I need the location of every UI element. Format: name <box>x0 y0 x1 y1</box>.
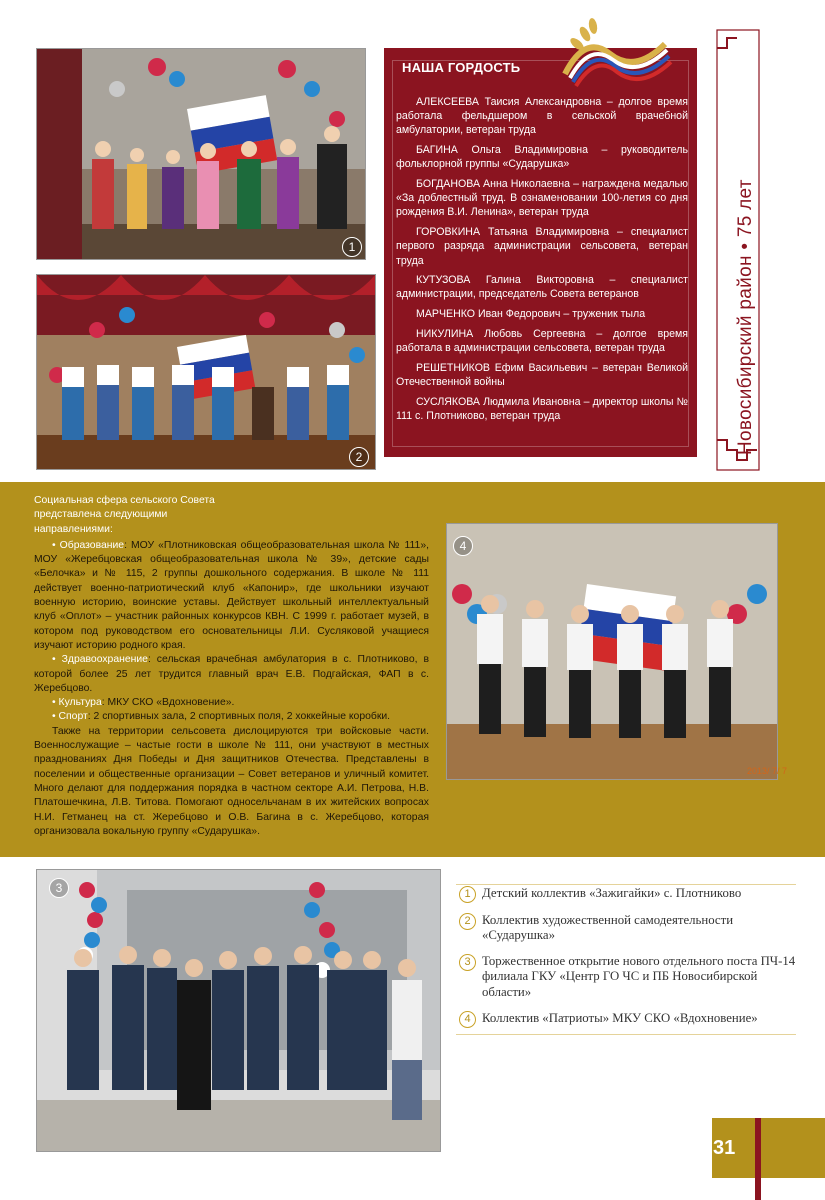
list-item: КУТУЗОВА Галина Викторовна – специалист администрации, председатель Совета ветеранов <box>396 274 688 301</box>
social-health: • Здравоохранение: сельская врачебная амбулатория в с. Плотниково, в которой более 25 лет трудится главный врач Е.В. Подгайская, ФАП в с. Жеребцово. <box>34 654 429 694</box>
social-lead: Социальная сфера сельского Совета представлена следующими направлениями: <box>34 495 215 535</box>
list-item: АЛЕКСЕЕВА Таисия Александровна – долгое время работала фельдшером в сельской врачебной амбулатории, ветеран труда <box>396 96 688 137</box>
social-paragraph: Также на территории сельсовета дислоцируются три войсковые части. Военнослужащие – частые гости в школе № 111, они участвуют в местных празднованиях Дня Победы и Дня защитников Отечества. Представлены в поселении и общественные организации – Совет ветеранов и уличный комитет. Много делают для поддержания порядка в частном секторе А.И. Петрова, Н.В. Платошечкина, Л.В. Титова. Помогают односельчанам в их житейских вопросах Н.И. Гетманец на ст. Жеребцово и О.В. Багина в с. Жеребцово, которая организовала вокальную группу «Сударушка». <box>34 725 429 837</box>
photo-number-badge: 3 <box>49 878 69 898</box>
caption-item: 4 Коллектив «Патриоты» МКУ СКО «Вдохновение» <box>456 1011 801 1027</box>
social-sport: • Спорт: 2 спортивных зала, 2 спортивных поля, 2 хоккейные коробки. <box>52 711 391 723</box>
photo-4-patriots <box>446 523 788 780</box>
photo-number-badge: 1 <box>342 237 362 257</box>
list-item: БАГИНА Ольга Владимировна – руководитель фольклорной группы «Сударушка» <box>396 144 688 171</box>
list-item: РЕШЕТНИКОВ Ефим Васильевич – ветеран Великой Отечественной войны <box>396 361 689 388</box>
list-item: НИКУЛИНА Любовь Сергеевна – долгое время работала в администрации сельсовета, ветеран труда <box>396 327 688 355</box>
side-title: Новосибирский район • 75 лет <box>735 179 756 455</box>
photo-number-badge: 2 <box>349 447 369 467</box>
social-education: • Образование: МОУ «Плотниковская общеобразовательная школа № 111», МОУ «Жеребцовская общеобразовательная школа № 39», детские сады «Белочка» и № 115, 2 группы дошкольного содержания. В школе № 111 действует военно-патриотический клуб «Капонир», где школьники изучают военную историю, воинские уставы. Действует школьный интеллектуальный клуб «Оплот» – участник районных конкурсов КВН. С 1999 г. работает музей, в котором под руководством его основательницы Л.И. Сусляковой учащиеся изучают историю родного края. <box>34 539 430 651</box>
list-item: БОГДАНОВА Анна Николаевна – награждена медалью «За доблестный труд. В ознаменовании 100-летия со дня рождения В.И. Ленина», ветеран труда <box>396 178 688 219</box>
caption-item: 2 Коллектив художественной самодеятельности «Сударушка» <box>456 913 801 944</box>
photo-captions <box>456 886 801 1035</box>
photo-date-stamp: 2013/ 7/ 7 <box>747 766 788 776</box>
pride-list <box>396 95 688 429</box>
photo-1-children-stage <box>36 48 366 260</box>
social-text <box>34 494 429 839</box>
list-item: СУСЛЯКОВА Людмила Ивановна – директор школы № 111 с. Плотниково, ветеран труда <box>396 395 689 422</box>
photo-2-folk-group <box>36 274 376 470</box>
caption-item: 1 Детский коллектив «Зажигайки» с. Плотниково <box>456 886 801 902</box>
page-number: 31 <box>713 1137 736 1159</box>
list-item: МАРЧЕНКО Иван Федорович – труженик тыла <box>416 308 646 321</box>
photo-number-badge: 4 <box>453 536 473 556</box>
photo-3-fire-station-opening <box>36 869 441 1152</box>
caption-item: 3 Торжественное открытие нового отдельного поста ПЧ-14 филиала ГКУ «Центр ГО ЧС и ПБ Новосибирской области» <box>456 954 801 1001</box>
social-culture: • Культура: МКУ СКО «Вдохновение». <box>52 697 235 709</box>
page-number-accent <box>755 1118 761 1200</box>
pride-title: НАША ГОРДОСТЬ <box>402 60 521 75</box>
caption-divider <box>456 884 796 885</box>
ribbon-emblem-icon <box>555 14 675 94</box>
list-item: ГОРОВКИНА Татьяна Владимировна – специалист первого разряда администрации сельсовета, ветеран труда <box>396 226 688 267</box>
